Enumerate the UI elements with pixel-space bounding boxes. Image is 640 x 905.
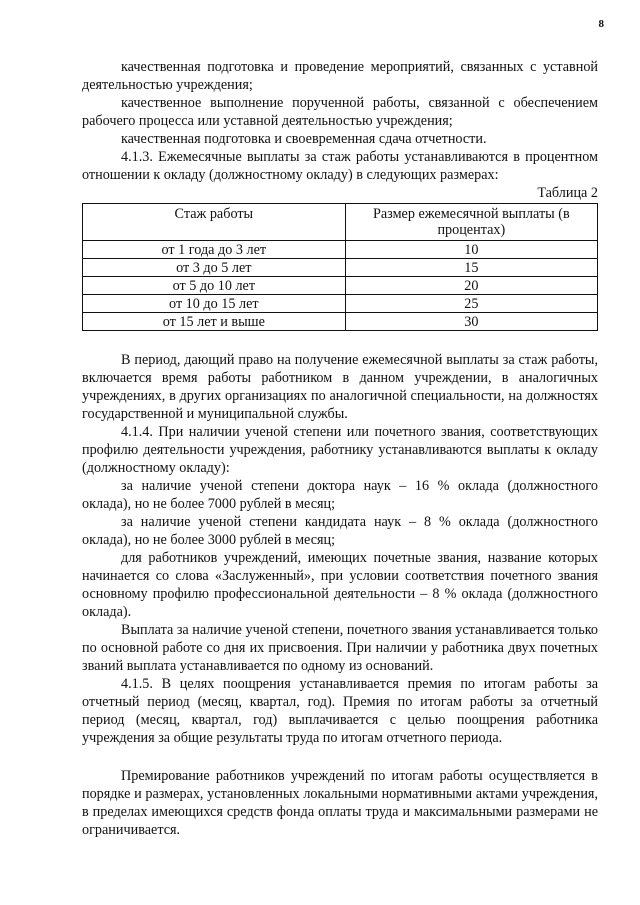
paragraph: качественное выполнение порученной работы, связанной с обеспечением рабочего процесса или уставной деятельностью учреждения;	[82, 95, 598, 129]
paragraph: В период, дающий право на получение ежемесячной выплаты за стаж работы, включается время работы работником в данном учреждении, в аналогичных учреждениях, в других организациях по аналогичной специальности, на должностях государственной и муниципальной службы.	[82, 352, 598, 422]
page-content	[82, 58, 598, 839]
table-row	[83, 259, 598, 277]
section-4-1-4-paragraph: 4.1.4. При наличии ученой степени или почетного звания, соответствующих профилю деятельности учреждения, работнику устанавливаются выплаты к окладу (должностному окладу):	[82, 424, 598, 476]
page-number: 8	[598, 18, 604, 30]
paragraph: качественная подготовка и своевременная сдача отчетности.	[121, 131, 487, 147]
seniority-table	[82, 203, 598, 331]
experience-cell: от 1 года до 3 лет	[83, 241, 346, 259]
paragraph: качественная подготовка и проведение мероприятий, связанных с уставной деятельностью учреждения;	[82, 59, 598, 93]
column-header-payment-size: Размер ежемесячной выплаты (в процентах)	[345, 204, 597, 241]
paragraph: Выплата за наличие ученой степени, почетного звания устанавливается только по основной работе со дня их присвоения. При наличии у работника двух почетных званий выплата устанавливается по одному из оснований.	[82, 622, 598, 674]
table-row	[83, 313, 598, 331]
section-4-1-3-paragraph: 4.1.3. Ежемесячные выплаты за стаж работы устанавливаются в процентном отношении к окладу (должностному окладу) в следующих размерах:	[82, 149, 598, 183]
table-row	[83, 277, 598, 295]
experience-cell: от 3 до 5 лет	[83, 259, 346, 277]
table-row	[83, 295, 598, 313]
paragraph: Премирование работников учреждений по итогам работы осуществляется в порядке и размерах, установленных локальными нормативными актами учреждения, в пределах имеющихся средств фонда оплаты труда и максимальными размерами не ограничивается.	[82, 768, 598, 838]
percent-cell: 15	[345, 259, 597, 277]
section-4-1-5-paragraph: 4.1.5. В целях поощрения устанавливается премия по итогам работы за отчетный период (месяц, квартал, год). Премия по итогам работы за отчетный период (месяц, квартал, год) выплачивается с целью поощрения работника учреждения за общие результаты труда по итогам отчетного периода.	[82, 676, 598, 746]
paragraph: для работников учреждений, имеющих почетные звания, название которых начинается со слова «Заслуженный», при условии соответствия почетного звания основному профилю профессиональной деятельности – 8 % оклада (должностного оклада).	[82, 550, 598, 620]
experience-cell: от 15 лет и выше	[83, 313, 346, 331]
table-row	[83, 241, 598, 259]
experience-cell: от 10 до 15 лет	[83, 295, 346, 313]
percent-cell: 30	[345, 313, 597, 331]
table-caption: Таблица 2	[537, 185, 598, 201]
table-header-row	[83, 204, 598, 241]
column-header-experience: Стаж работы	[83, 204, 346, 241]
experience-cell: от 5 до 10 лет	[83, 277, 346, 295]
paragraph: за наличие ученой степени кандидата наук – 8 % оклада (должностного оклада), но не более 3000 рублей в месяц;	[82, 514, 598, 548]
paragraph: за наличие ученой степени доктора наук – 16 % оклада (должностного оклада), но не более 7000 рублей в месяц;	[82, 478, 598, 512]
percent-cell: 10	[345, 241, 597, 259]
percent-cell: 20	[345, 277, 597, 295]
percent-cell: 25	[345, 295, 597, 313]
